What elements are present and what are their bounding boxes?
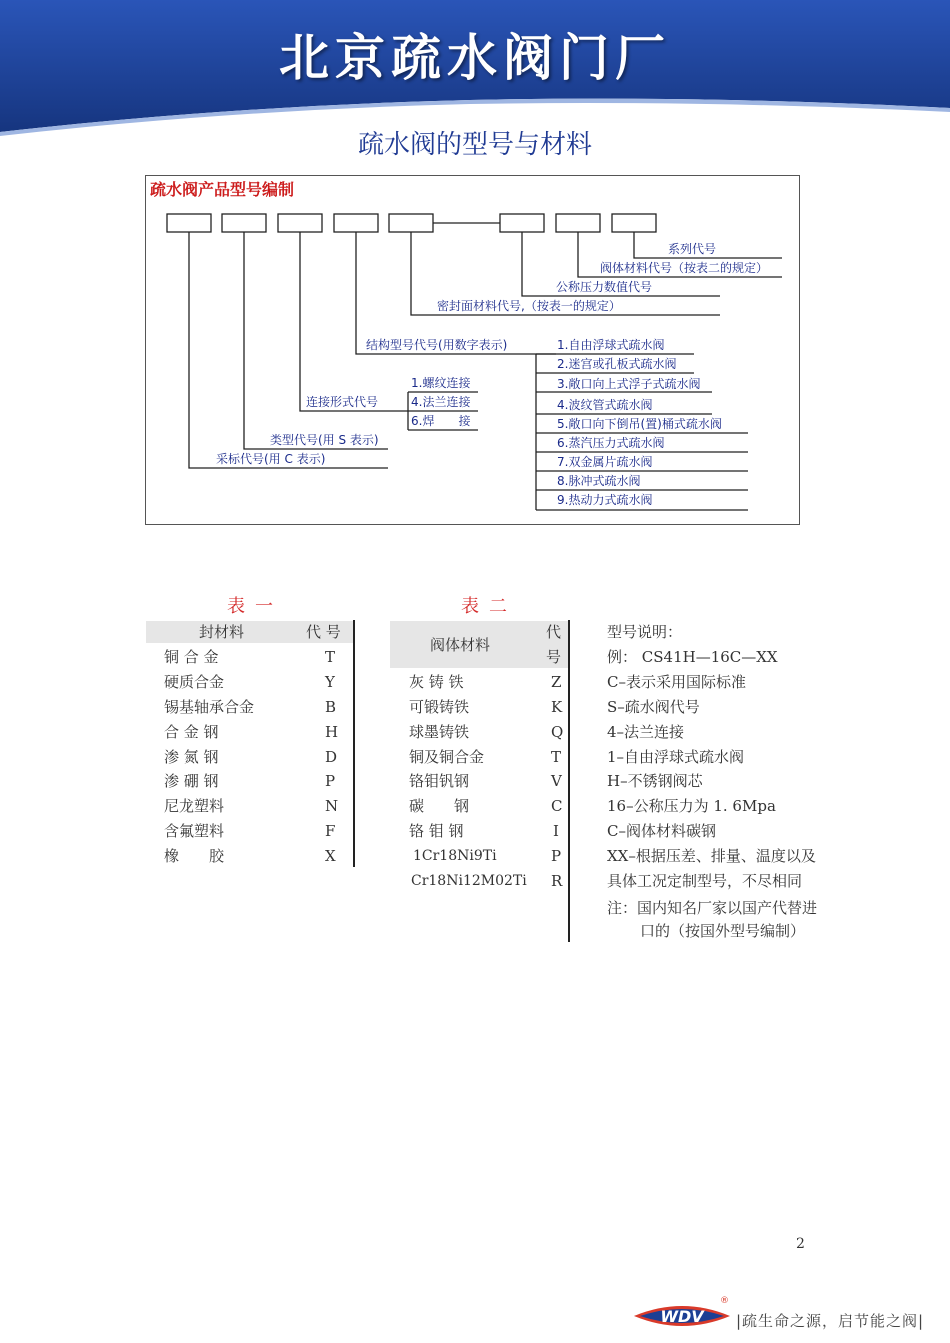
structure-option: 5.敞口向下倒吊(置)桶式疏水阀 [557,417,722,431]
footer-slogan: |疏生命之源，启节能之阀| [736,1312,925,1330]
table2-material: 铬钼钒钢 [409,772,470,790]
code-box-3 [278,214,322,232]
wdv-logo [630,1294,734,1340]
model-note-line: 1–自由浮球式疏水阀 [607,748,745,766]
registered-mark: ® [720,1296,729,1306]
code-box-4 [334,214,378,232]
table1-code: X [325,847,336,865]
model-note-line: S–疏水阀代号 [607,698,700,716]
structure-option: 7.双金属片疏水阀 [557,455,653,469]
model-note-line: C–表示采用国际标准 [607,673,746,691]
connection-option: 1.螺纹连接 [411,376,471,390]
table2-header-code-1: 代 [546,623,562,641]
logo-text: WDV [660,1307,704,1326]
table2-code: P [551,847,562,865]
connection-option: 4.法兰连接 [411,395,471,409]
connection-option: 6.焊 接 [411,414,471,428]
table2-divider [568,620,570,942]
table1-header-code: 代 号 [306,623,341,641]
model-note-remark: 口的（按国外型号编制） [640,922,806,940]
page-number: 2 [796,1236,805,1252]
label-pressure-code: 公称压力数值代号 [556,280,653,294]
structure-option: 3.敞口向上式浮子式疏水阀 [557,377,701,391]
model-note-line: H–不锈钢阀芯 [607,772,703,790]
table2-material: Cr18Ni12M02Ti [411,873,527,889]
table2-material: 铜及铜合金 [409,748,485,766]
table1-code: P [325,772,336,790]
company-title: 北京疏水阀门厂 [279,29,671,87]
table1-code: D [325,748,338,766]
table2-caption: 表二 [461,596,517,617]
table1-material: 橡 胶 [164,847,225,865]
label-type-code: 类型代号(用 S 表示) [270,433,379,447]
table2-code: Z [551,673,562,691]
table1-material: 硬质合金 [164,673,225,691]
code-box-5 [389,214,433,232]
model-note-line: XX–根据压差、排量、温度以及 [607,847,816,865]
structure-option: 8.脉冲式疏水阀 [557,474,641,488]
table1-material: 含氟塑料 [164,822,225,840]
code-box-8 [612,214,656,232]
structure-option: 6.蒸汽压力式疏水阀 [557,436,665,450]
model-note-remark: 注：国内知名厂家以国产代替进 [607,899,818,917]
model-note-line: 16–公称压力为 1. 6Mpa [607,797,776,815]
table2-material: 灰 铸 铁 [409,673,464,691]
label-standard-code: 采标代号(用 C 表示) [216,452,326,466]
code-box-1 [167,214,211,232]
structure-option: 1.自由浮球式疏水阀 [557,338,665,352]
table2-material: 1Cr18Ni9Ti [413,848,497,864]
table1-code: H [325,723,339,741]
table2-code: V [551,772,562,790]
table1-material: 尼龙塑料 [164,797,225,815]
label-connection-code: 连接形式代号 [306,395,379,409]
model-notes-heading: 型号说明： [607,623,683,641]
table2-code: K [551,698,563,716]
structure-option: 9.热动力式疏水阀 [557,493,653,507]
structure-option: 4.波纹管式疏水阀 [557,398,653,412]
table1-code: T [325,648,336,666]
table1-code: B [325,698,337,716]
structure-option: 2.迷宫或孔板式疏水阀 [557,357,677,371]
table1-material: 锡基轴承合金 [164,698,255,716]
table1-code: F [325,822,336,840]
table1-header-material: 封材料 [199,623,245,641]
code-box-6 [500,214,544,232]
table1-code: N [325,797,339,815]
table1-material: 铜 合 金 [164,648,219,666]
page-subtitle: 疏水阀的型号与材料 [357,130,592,160]
table2-code: C [551,797,563,815]
table2-material: 铬 钼 钢 [409,822,464,840]
label-series-code: 系列代号 [668,242,717,256]
label-structure-code: 结构型号代号(用数字表示) [366,338,508,352]
table1-material: 渗 硼 钢 [164,772,219,790]
model-note-line: C–阀体材料碳钢 [607,822,716,840]
label-body-material-code: 阀体材料代号（按表二的规定） [600,261,769,275]
table1-caption: 表一 [227,596,283,617]
table2-material: 可锻铸铁 [409,698,470,716]
model-note-line: 4–法兰连接 [607,723,685,741]
table2-material: 球墨铸铁 [409,723,470,741]
wdv-logo-graphic [630,1294,734,1336]
diagram-title: 疏水阀产品型号编制 [150,180,295,199]
model-note-line: 具体工况定制型号，不尽相同 [607,872,803,890]
code-box-2 [222,214,266,232]
table2-code: T [551,748,562,766]
table1-divider [353,620,355,867]
table1-material: 合 金 钢 [164,723,219,741]
table2-code: I [553,822,559,840]
code-box-7 [556,214,600,232]
label-seal-material-code: 密封面材料代号,（按表一的规定） [437,299,621,313]
table1-code: Y [325,673,335,691]
table2-code: R [551,872,563,890]
table2-code: Q [551,723,564,741]
table2-header-code-2: 号 [546,648,562,666]
table2-material: 碳 钢 [409,797,470,815]
table1-material: 渗 氮 钢 [164,748,219,766]
table2-header-material: 阀体材料 [430,636,491,654]
model-note-line: 例： CS41H—16C—XX [607,648,778,666]
